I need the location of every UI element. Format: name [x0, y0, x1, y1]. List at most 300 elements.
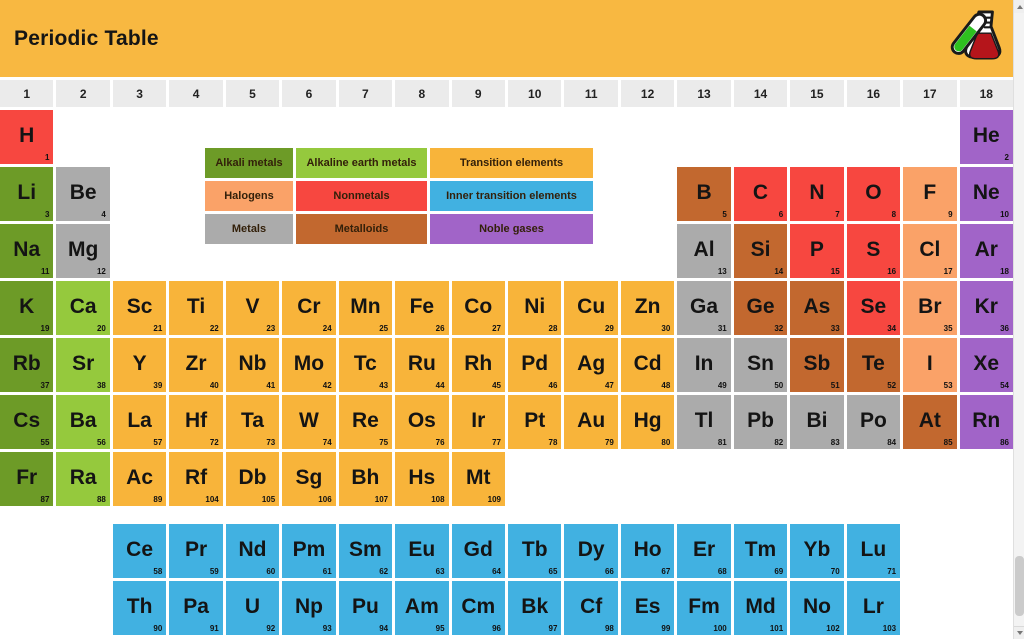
element-tile-Hf[interactable]	[169, 395, 222, 449]
element-symbol: Md	[745, 595, 776, 619]
element-tile-Cr[interactable]	[282, 281, 335, 335]
element-number: 101	[769, 624, 784, 633]
element-number: 68	[717, 567, 727, 576]
element-tile-Te[interactable]	[847, 338, 900, 392]
element-number: 106	[318, 495, 332, 504]
element-number: 29	[604, 324, 614, 333]
element-number: 50	[774, 381, 784, 390]
element-symbol: Re	[351, 409, 379, 433]
element-tile-W[interactable]	[282, 395, 335, 449]
column-header-cell: 4	[169, 80, 222, 107]
element-tile-Be[interactable]	[56, 167, 109, 221]
element-tile-La[interactable]	[113, 395, 166, 449]
element-tile-Fm[interactable]	[677, 581, 730, 635]
element-number: 3	[44, 210, 50, 219]
element-symbol: Ge	[746, 295, 775, 319]
element-tile-H[interactable]	[0, 110, 53, 164]
element-tile-Tc[interactable]	[339, 338, 392, 392]
element-symbol: Sn	[747, 352, 774, 376]
element-tile-Ra[interactable]	[56, 452, 109, 506]
element-tile-As[interactable]	[790, 281, 843, 335]
element-tile-Tl[interactable]	[677, 395, 730, 449]
element-tile-Es[interactable]	[621, 581, 674, 635]
element-tile-Er[interactable]	[677, 524, 730, 578]
legend-cell-metal: Metals	[205, 214, 293, 244]
element-number: 46	[548, 381, 558, 390]
element-symbol: La	[127, 409, 152, 433]
element-tile-Mg[interactable]	[56, 224, 109, 278]
element-number: 88	[96, 495, 106, 504]
element-number: 98	[604, 624, 614, 633]
element-tile-Na[interactable]	[0, 224, 53, 278]
element-symbol: Eu	[408, 538, 436, 562]
element-tile-Al[interactable]	[677, 224, 730, 278]
element-number: 12	[96, 267, 106, 276]
element-tile-Th[interactable]	[113, 581, 166, 635]
element-tile-Dy[interactable]	[564, 524, 617, 578]
element-tile-Sm[interactable]	[339, 524, 392, 578]
element-number: 87	[40, 495, 50, 504]
element-number: 93	[322, 624, 332, 633]
element-symbol: V	[245, 295, 260, 319]
element-tile-Sn[interactable]	[734, 338, 787, 392]
element-symbol: Tc	[353, 352, 377, 376]
element-tile-Sb[interactable]	[790, 338, 843, 392]
element-tile-Ca[interactable]	[56, 281, 109, 335]
element-tile-At[interactable]	[903, 395, 956, 449]
element-tile-No[interactable]	[790, 581, 843, 635]
element-tile-Cs[interactable]	[0, 395, 53, 449]
element-symbol: Er	[692, 538, 716, 562]
element-tile-Bh[interactable]	[339, 452, 392, 506]
element-number: 83	[830, 438, 840, 447]
element-symbol: Rn	[972, 409, 1001, 433]
column-header-cell: 6	[282, 80, 335, 107]
element-tile-In[interactable]	[677, 338, 730, 392]
element-tile-Ru[interactable]	[395, 338, 448, 392]
element-number: 92	[266, 624, 276, 633]
element-tile-Nb[interactable]	[226, 338, 279, 392]
element-tile-Co[interactable]	[452, 281, 505, 335]
element-tile-Ac[interactable]	[113, 452, 166, 506]
element-symbol: H	[19, 124, 35, 148]
legend-cell-inner: Inner transition elements	[430, 181, 593, 211]
column-header-cell: 7	[339, 80, 392, 107]
element-number: 1	[44, 153, 50, 162]
column-header-cell: 12	[621, 80, 674, 107]
element-tile-Pm[interactable]	[282, 524, 335, 578]
column-header-cell: 5	[226, 80, 279, 107]
element-symbol: Lr	[862, 595, 884, 619]
element-symbol: Np	[294, 595, 323, 619]
element-tile-Ga[interactable]	[677, 281, 730, 335]
element-number: 15	[830, 267, 840, 276]
element-number: 37	[40, 381, 50, 390]
element-tile-Pd[interactable]	[508, 338, 561, 392]
element-tile-U[interactable]	[226, 581, 279, 635]
element-number: 57	[153, 438, 163, 447]
element-symbol: Be	[69, 181, 97, 205]
element-tile-Ta[interactable]	[226, 395, 279, 449]
element-tile-Hg[interactable]	[621, 395, 674, 449]
element-symbol: Bi	[806, 409, 828, 433]
element-tile-Pu[interactable]	[339, 581, 392, 635]
element-number: 109	[487, 495, 501, 504]
element-symbol: Cf	[580, 595, 603, 619]
element-number: 27	[492, 324, 501, 333]
element-tile-B[interactable]	[677, 167, 730, 221]
element-tile-O[interactable]	[847, 167, 900, 221]
element-tile-Yb[interactable]	[790, 524, 843, 578]
element-tile-Rn[interactable]	[960, 395, 1013, 449]
element-number: 41	[266, 381, 276, 390]
element-tile-Sc[interactable]	[113, 281, 166, 335]
element-tile-Ce[interactable]	[113, 524, 166, 578]
element-symbol: Os	[407, 409, 436, 433]
element-symbol: Ra	[69, 466, 97, 490]
element-tile-Ho[interactable]	[621, 524, 674, 578]
element-tile-Br[interactable]	[903, 281, 956, 335]
element-number: 11	[40, 267, 50, 276]
element-symbol: Cs	[13, 409, 41, 433]
column-header-cell: 16	[847, 80, 900, 107]
element-number: 82	[774, 438, 784, 447]
element-tile-Eu[interactable]	[395, 524, 448, 578]
element-number: 9	[948, 210, 953, 219]
element-number: 25	[379, 324, 389, 333]
element-tile-Tb[interactable]	[508, 524, 561, 578]
element-tile-Bi[interactable]	[790, 395, 843, 449]
element-tile-Ne[interactable]	[960, 167, 1013, 221]
element-tile-Ti[interactable]	[169, 281, 222, 335]
element-tile-Os[interactable]	[395, 395, 448, 449]
element-number: 45	[492, 381, 501, 390]
element-symbol: Bh	[351, 466, 380, 490]
scrollbar[interactable]	[1013, 0, 1024, 639]
element-number: 70	[830, 567, 840, 576]
element-number: 4	[101, 210, 106, 219]
element-tile-Si[interactable]	[734, 224, 787, 278]
element-number: 13	[717, 267, 727, 276]
element-tile-Gd[interactable]	[452, 524, 505, 578]
element-number: 107	[374, 495, 389, 504]
element-symbol: Tb	[521, 538, 548, 562]
element-number: 19	[40, 324, 50, 333]
element-tile-Mt[interactable]	[452, 452, 505, 506]
element-number: 62	[379, 567, 389, 576]
element-tile-Zr[interactable]	[169, 338, 222, 392]
element-number: 34	[887, 324, 897, 333]
element-symbol: N	[809, 181, 825, 205]
scroll-down-button[interactable]	[1014, 626, 1024, 639]
element-number: 48	[661, 381, 671, 390]
element-number: 52	[887, 381, 897, 390]
element-number: 103	[882, 624, 897, 633]
element-number: 43	[379, 381, 389, 390]
element-symbol: U	[244, 595, 261, 619]
scroll-up-button[interactable]	[1014, 0, 1024, 13]
element-tile-Fr[interactable]	[0, 452, 53, 506]
element-number: 53	[943, 381, 953, 390]
title-bar	[0, 0, 1013, 77]
column-header-cell: 14	[734, 80, 787, 107]
element-symbol: Po	[859, 409, 887, 433]
element-symbol: Kr	[974, 295, 998, 319]
element-tile-Np[interactable]	[282, 581, 335, 635]
element-symbol: Se	[860, 295, 887, 319]
element-tile-Cu[interactable]	[564, 281, 617, 335]
element-symbol: Ru	[407, 352, 436, 376]
legend-cell-halogen: Halogens	[205, 181, 293, 211]
element-symbol: Ne	[972, 181, 1000, 205]
element-number: 24	[322, 324, 332, 333]
element-symbol: O	[865, 181, 882, 205]
element-tile-Db[interactable]	[226, 452, 279, 506]
element-number: 55	[40, 438, 50, 447]
element-number: 97	[548, 624, 558, 633]
element-symbol: P	[809, 238, 824, 262]
element-tile-Cm[interactable]	[452, 581, 505, 635]
element-number: 14	[774, 267, 784, 276]
element-symbol: C	[752, 181, 769, 205]
element-tile-Bk[interactable]	[508, 581, 561, 635]
column-header-cell: 11	[564, 80, 617, 107]
element-tile-Ba[interactable]	[56, 395, 109, 449]
element-tile-Rf[interactable]	[169, 452, 222, 506]
element-tile-Zn[interactable]	[621, 281, 674, 335]
element-tile-Po[interactable]	[847, 395, 900, 449]
element-tile-Pt[interactable]	[508, 395, 561, 449]
element-tile-Pr[interactable]	[169, 524, 222, 578]
element-symbol: Pr	[184, 538, 208, 562]
element-tile-I[interactable]	[903, 338, 956, 392]
element-tile-Cl[interactable]	[903, 224, 956, 278]
element-symbol: Ga	[690, 295, 719, 319]
element-tile-Se[interactable]	[847, 281, 900, 335]
element-tile-N[interactable]	[790, 167, 843, 221]
element-symbol: Mo	[293, 352, 325, 376]
element-symbol: At	[918, 409, 941, 433]
element-number: 104	[205, 495, 219, 504]
element-symbol: Cd	[633, 352, 662, 376]
element-tile-Pa[interactable]	[169, 581, 222, 635]
element-symbol: As	[803, 295, 831, 319]
element-symbol: F	[923, 181, 937, 205]
element-tile-K[interactable]	[0, 281, 53, 335]
element-number: 75	[379, 438, 389, 447]
element-symbol: Au	[577, 409, 606, 433]
element-symbol: Cr	[297, 295, 321, 319]
element-symbol: B	[696, 181, 712, 205]
element-number: 38	[96, 381, 106, 390]
element-symbol: Ho	[633, 538, 662, 562]
element-tile-Pb[interactable]	[734, 395, 787, 449]
element-number: 17	[943, 267, 953, 276]
element-number: 76	[435, 438, 445, 447]
element-symbol: Mg	[67, 238, 99, 262]
scroll-thumb[interactable]	[1015, 556, 1024, 616]
element-symbol: W	[299, 409, 319, 433]
element-tile-Rh[interactable]	[452, 338, 505, 392]
element-symbol: Yb	[803, 538, 831, 562]
element-number: 30	[661, 324, 671, 333]
page-title: Periodic Table	[14, 26, 159, 50]
legend-cell-alkaline: Alkaline earth metals	[296, 148, 427, 178]
element-number: 23	[266, 324, 276, 333]
element-symbol: In	[694, 352, 714, 376]
element-number: 84	[887, 438, 897, 447]
element-symbol: Th	[126, 595, 153, 619]
element-tile-C[interactable]	[734, 167, 787, 221]
scroll-up-icon	[1017, 5, 1023, 9]
element-number: 60	[266, 567, 276, 576]
element-symbol: Db	[238, 466, 267, 490]
column-header-cell: 15	[790, 80, 843, 107]
element-number: 78	[548, 438, 558, 447]
element-number: 28	[548, 324, 558, 333]
element-number: 18	[1000, 267, 1009, 276]
element-number: 65	[548, 567, 558, 576]
element-tile-P[interactable]	[790, 224, 843, 278]
element-number: 2	[1004, 153, 1009, 162]
element-symbol: Pu	[351, 595, 379, 619]
element-symbol: Hf	[184, 409, 208, 433]
element-symbol: Tl	[694, 409, 714, 433]
legend-cell-transition: Transition elements	[430, 148, 593, 178]
element-tile-Am[interactable]	[395, 581, 448, 635]
element-symbol: Ce	[126, 538, 154, 562]
element-number: 42	[322, 381, 332, 390]
element-symbol: Zr	[185, 352, 207, 376]
element-symbol: S	[866, 238, 881, 262]
element-tile-Mo[interactable]	[282, 338, 335, 392]
element-tile-Ge[interactable]	[734, 281, 787, 335]
element-number: 77	[492, 438, 501, 447]
element-tile-He[interactable]	[960, 110, 1013, 164]
scroll-down-icon	[1017, 631, 1023, 635]
element-tile-Ni[interactable]	[508, 281, 561, 335]
element-symbol: Mt	[466, 466, 491, 490]
element-symbol: Fe	[409, 295, 435, 319]
element-tile-S[interactable]	[847, 224, 900, 278]
element-tile-Nd[interactable]	[226, 524, 279, 578]
element-symbol: Lu	[860, 538, 887, 562]
element-tile-Kr[interactable]	[960, 281, 1013, 335]
column-header-cell: 1	[0, 80, 53, 107]
element-number: 21	[153, 324, 163, 333]
element-number: 96	[492, 624, 501, 633]
element-tile-Hs[interactable]	[395, 452, 448, 506]
element-tile-Md[interactable]	[734, 581, 787, 635]
legend-cell-nonmetal: Nonmetals	[296, 181, 427, 211]
element-tile-Cd[interactable]	[621, 338, 674, 392]
element-tile-F[interactable]	[903, 167, 956, 221]
element-symbol: Sg	[295, 466, 323, 490]
element-number: 99	[661, 624, 671, 633]
element-number: 91	[209, 624, 219, 633]
element-tile-V[interactable]	[226, 281, 279, 335]
element-number: 6	[778, 210, 784, 219]
element-number: 32	[774, 324, 784, 333]
element-number: 7	[835, 210, 840, 219]
element-number: 10	[1000, 210, 1009, 219]
element-number: 31	[717, 324, 727, 333]
column-header-cell: 13	[677, 80, 730, 107]
element-tile-Tm[interactable]	[734, 524, 787, 578]
element-tile-Rb[interactable]	[0, 338, 53, 392]
element-symbol: Pd	[521, 352, 549, 376]
element-symbol: Cu	[577, 295, 606, 319]
element-number: 108	[431, 495, 445, 504]
element-number: 71	[887, 567, 897, 576]
element-symbol: Es	[634, 595, 661, 619]
element-number: 100	[713, 624, 727, 633]
element-symbol: Gd	[463, 538, 493, 562]
element-symbol: Ca	[69, 295, 97, 319]
element-tile-Ag[interactable]	[564, 338, 617, 392]
element-tile-Y[interactable]	[113, 338, 166, 392]
element-tile-Au[interactable]	[564, 395, 617, 449]
element-symbol: Ti	[186, 295, 206, 319]
column-header-cell: 9	[452, 80, 505, 107]
element-symbol: Ni	[524, 295, 546, 319]
element-number: 59	[209, 567, 219, 576]
element-symbol: No	[802, 595, 831, 619]
element-number: 40	[209, 381, 219, 390]
element-number: 35	[943, 324, 953, 333]
element-tile-Sr[interactable]	[56, 338, 109, 392]
element-tile-Sg[interactable]	[282, 452, 335, 506]
element-number: 85	[943, 438, 953, 447]
element-tile-Ir[interactable]	[452, 395, 505, 449]
element-tile-Re[interactable]	[339, 395, 392, 449]
element-tile-Li[interactable]	[0, 167, 53, 221]
element-number: 61	[322, 567, 332, 576]
element-tile-Ar[interactable]	[960, 224, 1013, 278]
element-symbol: Co	[464, 295, 493, 319]
column-header-cell: 2	[56, 80, 109, 107]
element-tile-Cf[interactable]	[564, 581, 617, 635]
legend-cell-alkali: Alkali metals	[205, 148, 293, 178]
element-number: 89	[153, 495, 163, 504]
element-symbol: Ta	[241, 409, 264, 433]
element-symbol: Cl	[919, 238, 941, 262]
column-header-cell: 8	[395, 80, 448, 107]
element-tile-Lr[interactable]	[847, 581, 900, 635]
element-tile-Fe[interactable]	[395, 281, 448, 335]
element-symbol: Li	[17, 181, 37, 205]
element-tile-Xe[interactable]	[960, 338, 1013, 392]
element-number: 39	[153, 381, 163, 390]
element-symbol: Ac	[126, 466, 154, 490]
element-symbol: Rf	[184, 466, 208, 490]
column-header-row	[0, 80, 1013, 107]
element-symbol: Br	[918, 295, 942, 319]
element-symbol: Rh	[464, 352, 493, 376]
element-symbol: Nb	[238, 352, 267, 376]
element-symbol: Fm	[688, 595, 720, 619]
element-number: 20	[96, 324, 106, 333]
element-number: 44	[435, 381, 445, 390]
element-number: 79	[604, 438, 614, 447]
element-number: 47	[604, 381, 614, 390]
element-symbol: Sc	[126, 295, 153, 319]
element-number: 66	[604, 567, 614, 576]
element-number: 58	[153, 567, 163, 576]
element-tile-Mn[interactable]	[339, 281, 392, 335]
element-symbol: Sm	[349, 538, 382, 562]
element-tile-Lu[interactable]	[847, 524, 900, 578]
